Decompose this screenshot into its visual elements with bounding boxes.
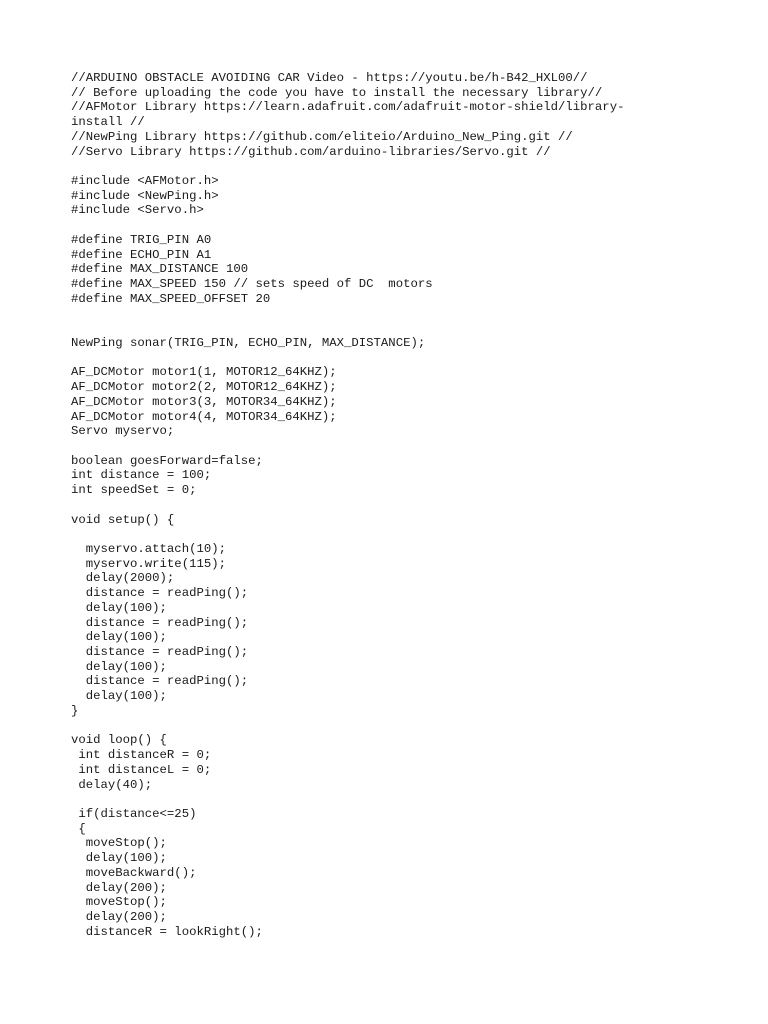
code-line: [71, 792, 731, 807]
code-line: int distance = 100;: [71, 468, 212, 483]
code-line: moveBackward();: [71, 865, 197, 880]
code-line: [71, 719, 731, 734]
code-line: [71, 498, 731, 513]
code-line: distance = readPing();: [71, 645, 249, 660]
code-line: #define ECHO_PIN A1: [71, 247, 212, 262]
code-line: #define MAX_SPEED_OFFSET 20: [71, 291, 271, 306]
code-line: #include <AFMotor.h>: [71, 174, 219, 189]
code-line: Servo myservo;: [71, 424, 175, 439]
code-line: delay(100);: [71, 689, 167, 704]
code-line: //Servo Library https://github.com/arduino-libraries/Servo.git //: [71, 144, 551, 159]
code-line: distance = readPing();: [71, 674, 249, 689]
code-line: [71, 218, 731, 233]
code-line: myservo.attach(10);: [71, 542, 226, 556]
code-line: int distanceR = 0;: [71, 748, 212, 763]
code-line: {: [71, 821, 86, 836]
code-line: #include <NewPing.h>: [71, 188, 219, 203]
code-line: delay(200);: [71, 880, 167, 895]
code-line: #define TRIG_PIN A0: [71, 232, 212, 247]
code-line: distance = readPing();: [71, 615, 249, 630]
code-line: AF_DCMotor motor3(3, MOTOR34_64KHZ);: [71, 394, 337, 409]
code-line: [71, 321, 731, 336]
code-line: distanceR = lookRight();: [71, 924, 263, 939]
code-line: //AFMotor Library https://learn.adafruit.com/adafruit-motor-shield/library-: [71, 100, 625, 115]
code-line: distance = readPing();: [71, 586, 249, 601]
code-line: [71, 439, 731, 454]
code-line: //ARDUINO OBSTACLE AVOIDING CAR Video - https://youtu.be/h-B42_HXL00//: [71, 71, 588, 85]
code-line: boolean goesForward=false;: [71, 453, 263, 468]
code-line: // Before uploading the code you have to install the necessary library//: [71, 85, 603, 100]
code-line: //NewPing Library https://github.com/eliteio/Arduino_New_Ping.git //: [71, 129, 573, 144]
code-line: [71, 351, 731, 366]
code-line: #define MAX_SPEED 150 // sets speed of DC motors: [71, 277, 433, 292]
code-listing: [71, 71, 731, 939]
code-line: myservo.write(115);: [71, 556, 226, 571]
code-line: install //: [71, 115, 145, 130]
code-line: delay(40);: [71, 777, 153, 792]
code-line: #define MAX_DISTANCE 100: [71, 262, 249, 277]
code-line: #include <Servo.h>: [71, 203, 204, 218]
code-line: moveStop();: [71, 895, 167, 910]
code-line: [71, 307, 731, 322]
code-line: [71, 527, 731, 542]
code-line: int distanceL = 0;: [71, 762, 212, 777]
code-line: delay(2000);: [71, 571, 175, 586]
code-line: [71, 159, 731, 174]
code-line: AF_DCMotor motor4(4, MOTOR34_64KHZ);: [71, 409, 337, 424]
code-line: delay(200);: [71, 909, 167, 924]
code-line: if(distance<=25): [71, 806, 197, 821]
code-line: AF_DCMotor motor2(2, MOTOR12_64KHZ);: [71, 380, 337, 395]
code-line: moveStop();: [71, 836, 167, 851]
code-line: delay(100);: [71, 630, 167, 645]
code-line: AF_DCMotor motor1(1, MOTOR12_64KHZ);: [71, 365, 337, 380]
code-line: delay(100);: [71, 600, 167, 615]
code-line: int speedSet = 0;: [71, 483, 197, 498]
code-line: void loop() {: [71, 733, 167, 748]
code-line: delay(100);: [71, 851, 167, 866]
code-line: NewPing sonar(TRIG_PIN, ECHO_PIN, MAX_DISTANCE);: [71, 335, 426, 350]
code-line: delay(100);: [71, 659, 167, 674]
code-line: void setup() {: [71, 512, 175, 527]
code-line: }: [71, 703, 79, 718]
